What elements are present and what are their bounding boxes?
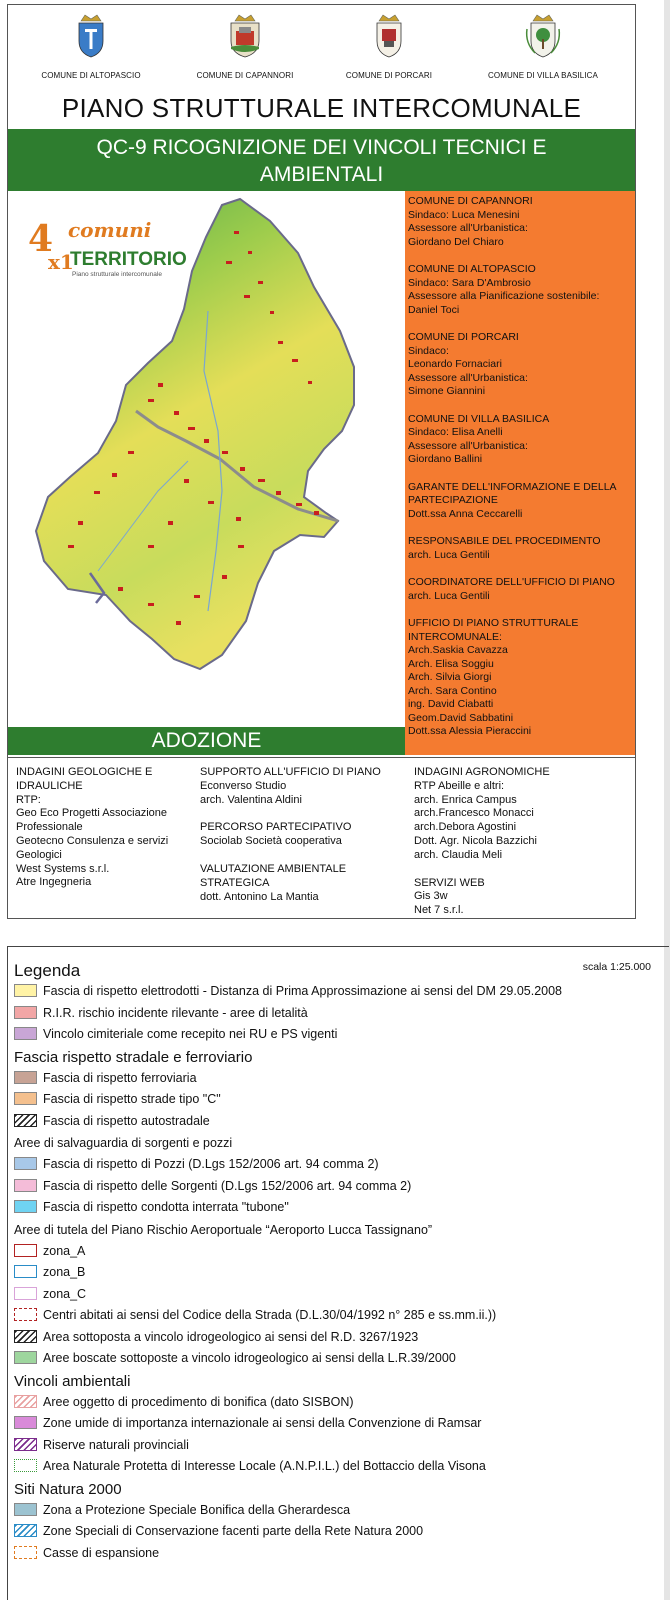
legend-item bbox=[14, 1458, 486, 1476]
credit-line: PERCORSO PARTECIPATIVO bbox=[200, 821, 352, 834]
credits-col-support bbox=[200, 766, 415, 904]
legend-item bbox=[14, 1113, 210, 1131]
title-block bbox=[7, 4, 636, 919]
legend-item bbox=[14, 1091, 221, 1109]
legend-label: Area sottoposta a vincolo idrogeologico ai sensi del R.D. 3267/1923 bbox=[43, 1329, 419, 1344]
official-line: Giordano Ballini bbox=[408, 453, 483, 465]
official-line: PARTECIPAZIONE bbox=[408, 494, 498, 506]
credit-line: arch. Valentina Aldini bbox=[200, 793, 302, 806]
credits-block bbox=[8, 757, 635, 917]
logo-times: x1 bbox=[48, 250, 74, 274]
legend-swatch bbox=[14, 1092, 37, 1105]
official-line: INTERCOMUNALE: bbox=[408, 630, 502, 643]
comune-name: COMUNE DI CAPANNORI bbox=[196, 71, 294, 80]
legend-label: Centri abitati ai sensi del Codice della Strada (D.L.30/04/1992 n° 285 e ss.mm.ii.)) bbox=[43, 1308, 497, 1322]
legend-section-header: Fascia rispetto stradale e ferroviario bbox=[14, 1048, 253, 1066]
official-line: Sindaco: Elisa Anelli bbox=[408, 426, 503, 438]
officials-panel bbox=[405, 191, 635, 755]
subtitle-band bbox=[8, 129, 635, 191]
logo-number: 4 bbox=[28, 218, 54, 260]
legend-label: Fascia di rispetto di Pozzi (D.Lgs 152/2006 art. 94 comma 2) bbox=[43, 1157, 379, 1171]
comune-porcari bbox=[314, 9, 464, 80]
comune-name: COMUNE DI ALTOPASCIO bbox=[41, 71, 141, 80]
credit-line: arch. Claudia Meli bbox=[414, 848, 503, 861]
4x1-territorio-logo bbox=[26, 211, 186, 291]
credit-line: STRATEGICA bbox=[200, 876, 270, 889]
official-line: Arch. Silvia Giorgi bbox=[408, 671, 492, 683]
official-line: COMUNE DI PORCARI bbox=[408, 331, 519, 343]
official-block bbox=[408, 576, 635, 603]
legend-item bbox=[14, 1523, 423, 1541]
legend-item bbox=[14, 1502, 350, 1520]
legend-item bbox=[14, 1286, 86, 1304]
adozione-label: ADOZIONE bbox=[8, 727, 405, 755]
legend-swatch bbox=[14, 1027, 37, 1040]
official-line: Assessore all'Urbanistica: bbox=[408, 371, 528, 384]
territory-map bbox=[8, 191, 405, 732]
legend-swatch bbox=[14, 1459, 37, 1472]
comune-altopascio bbox=[16, 9, 166, 80]
official-line: ing. David Ciabatti bbox=[408, 698, 494, 710]
official-block bbox=[408, 617, 635, 739]
official-block bbox=[408, 413, 635, 467]
official-block bbox=[408, 481, 635, 522]
scale-label: scala 1:25.000 bbox=[582, 961, 651, 973]
subtitle-line: QC-9 RICOGNIZIONE DEI VINCOLI TECNICI E bbox=[96, 136, 547, 159]
legend-item bbox=[14, 1005, 308, 1023]
official-line: Leonardo Fornaciari bbox=[408, 358, 502, 370]
credit-line: RTP: bbox=[16, 793, 41, 806]
legend-label: Fascia di rispetto delle Sorgenti (D.Lgs 152/2006 art. 94 comma 2) bbox=[43, 1178, 412, 1193]
official-line: Giordano Del Chiaro bbox=[408, 235, 504, 248]
official-line: GARANTE DELL'INFORMAZIONE E DELLA bbox=[408, 480, 617, 493]
official-line: Sindaco: Luca Menesini bbox=[408, 208, 520, 221]
legend-swatch bbox=[14, 1351, 37, 1364]
credit-line: INDAGINI GEOLOGICHE E bbox=[16, 766, 153, 778]
comuni-header bbox=[8, 5, 635, 87]
capannori-crest-icon bbox=[225, 9, 265, 59]
official-line: Sindaco: Sara D'Ambrosio bbox=[408, 276, 531, 289]
credit-line: Dott. Agr. Nicola Bazzichi bbox=[414, 834, 537, 847]
legend-label: Zona a Protezione Speciale Bonifica della Gherardesca bbox=[43, 1502, 351, 1517]
legend-swatch bbox=[14, 1006, 37, 1019]
porcari-crest-icon bbox=[369, 9, 409, 59]
legend-label: Casse di espansione bbox=[43, 1545, 160, 1560]
logo-caption: Piano strutturale intercomunale bbox=[72, 271, 162, 278]
legend-label: Area Naturale Protetta di Interesse Locale (A.N.P.I.L.) del Bottaccio della Visona bbox=[43, 1459, 486, 1473]
official-line: Arch.Saskia Cavazza bbox=[408, 644, 508, 656]
credit-line: Atre Ingegneria bbox=[16, 876, 92, 889]
legend-item bbox=[14, 1437, 189, 1455]
altopascio-crest-icon bbox=[71, 9, 111, 59]
official-block bbox=[408, 263, 635, 317]
comune-name: COMUNE DI PORCARI bbox=[345, 71, 433, 80]
credit-line: arch. Enrica Campus bbox=[414, 793, 517, 806]
credit-line: Sociolab Società cooperativa bbox=[200, 835, 342, 848]
legend-label: Fascia di rispetto condotta interrata "tubone" bbox=[43, 1200, 289, 1214]
legend-item bbox=[14, 983, 562, 1001]
legend-item bbox=[14, 1415, 481, 1433]
legend-swatch bbox=[14, 1308, 37, 1321]
credit-line: SERVIZI WEB bbox=[414, 876, 485, 889]
legend-label: Aree boscate sottoposte a vincolo idrogeologico ai sensi della L.R.39/2000 bbox=[43, 1351, 456, 1365]
official-line: COMUNE DI CAPANNORI bbox=[408, 195, 533, 207]
official-line: Arch. Sara Contino bbox=[408, 684, 497, 697]
legend-swatch bbox=[14, 1438, 37, 1451]
comune-name: COMUNE DI VILLA BASILICA bbox=[488, 71, 598, 80]
official-line: Sindaco: bbox=[408, 344, 449, 357]
legend-item bbox=[14, 1178, 411, 1196]
official-line: Dott.ssa Alessia Pieraccini bbox=[408, 725, 532, 737]
official-line: Simone Giannini bbox=[408, 385, 486, 397]
logo-word2: TERRITORIO bbox=[70, 249, 186, 270]
legend-swatch bbox=[14, 1524, 37, 1537]
official-line: COMUNE DI ALTOPASCIO bbox=[408, 263, 536, 275]
credits-col-geology bbox=[16, 766, 201, 890]
legend-item bbox=[14, 1026, 337, 1044]
legend-label: Zone Speciali di Conservazione facenti parte della Rete Natura 2000 bbox=[43, 1524, 424, 1538]
credit-line: IDRAULICHE bbox=[16, 779, 83, 792]
legend-swatch bbox=[14, 1114, 37, 1127]
legend-section-header: Siti Natura 2000 bbox=[14, 1480, 122, 1498]
credit-line: arch.Francesco Monacci bbox=[414, 807, 534, 820]
legend-swatch bbox=[14, 1287, 37, 1300]
credit-line: VALUTAZIONE AMBIENTALE bbox=[200, 862, 347, 875]
credit-line: West Systems s.r.l. bbox=[16, 862, 110, 875]
legend-item bbox=[14, 1264, 85, 1282]
legend-panel bbox=[7, 946, 669, 1600]
credit-line: dott. Antonino La Mantia bbox=[200, 890, 319, 903]
legend-title: Legenda bbox=[14, 961, 81, 980]
legend-swatch bbox=[14, 1416, 37, 1429]
logo-graphic bbox=[26, 211, 186, 291]
legend-item bbox=[14, 1199, 289, 1217]
official-line: arch. Luca Gentili bbox=[408, 589, 490, 602]
legend-swatch bbox=[14, 1179, 37, 1192]
legend-swatch bbox=[14, 1330, 37, 1343]
credit-line: Net 7 s.r.l. bbox=[414, 904, 464, 917]
official-line: COMUNE DI VILLA BASILICA bbox=[408, 412, 550, 425]
subtitle-line: AMBIENTALI bbox=[259, 163, 384, 186]
comune-capannori bbox=[170, 9, 320, 80]
credit-line: Gis 3w bbox=[414, 890, 448, 903]
page-title: PIANO STRUTTURALE INTERCOMUNALE bbox=[61, 93, 582, 123]
legend-item bbox=[14, 1156, 379, 1174]
credit-line: Geotecno Consulenza e servizi bbox=[16, 834, 169, 847]
credit-line: Geologici bbox=[16, 848, 62, 861]
official-block bbox=[408, 331, 635, 399]
official-line: RESPONSABILE DEL PROCEDIMENTO bbox=[408, 535, 601, 547]
official-line: Geom.David Sabbatini bbox=[408, 711, 514, 724]
legend-label: Fascia di rispetto ferroviaria bbox=[43, 1070, 197, 1085]
legend-item bbox=[14, 1329, 418, 1347]
legend-label: zona_A bbox=[43, 1243, 86, 1258]
villa-basilica-crest-icon bbox=[523, 9, 563, 59]
official-line: UFFICIO DI PIANO STRUTTURALE bbox=[408, 617, 579, 629]
legend-label: Fascia di rispetto autostradale bbox=[43, 1113, 210, 1128]
legend-item bbox=[14, 1243, 85, 1261]
legend-swatch bbox=[14, 1071, 37, 1084]
legend-swatch bbox=[14, 1503, 37, 1516]
legend-swatch bbox=[14, 1546, 37, 1559]
legend-swatch bbox=[14, 1157, 37, 1170]
legend-label: R.I.R. rischio incidente rilevante - aree di letalità bbox=[43, 1005, 308, 1020]
legend-label: Vincolo cimiteriale come recepito nei RU e PS vigenti bbox=[43, 1027, 338, 1041]
official-line: Daniel Toci bbox=[408, 303, 460, 316]
legend-label: zona_C bbox=[43, 1286, 87, 1301]
legend-item bbox=[14, 1070, 197, 1088]
credit-line: INDAGINI AGRONOMICHE bbox=[414, 766, 550, 778]
official-line: Dott.ssa Anna Ceccarelli bbox=[408, 507, 523, 520]
legend-label: zona_B bbox=[43, 1265, 86, 1279]
official-line: Arch. Elisa Soggiu bbox=[408, 657, 494, 670]
credit-line: Econverso Studio bbox=[200, 779, 287, 792]
credit-line: RTP Abeille e altri: bbox=[414, 779, 505, 792]
legend-label: Aree oggetto di procedimento di bonifica (dato SISBON) bbox=[43, 1394, 354, 1409]
legend-swatch bbox=[14, 984, 37, 997]
legend-swatch bbox=[14, 1395, 37, 1408]
legend-label: Riserve naturali provinciali bbox=[43, 1437, 189, 1452]
legend-label: Zone umide di importanza internazionale ai sensi della Convenzione di Ramsar bbox=[43, 1416, 482, 1430]
official-line: Assessore all'Urbanistica: bbox=[408, 222, 528, 234]
legend-subsection-header: Aree di salvaguardia di sorgenti e pozzi bbox=[14, 1136, 233, 1150]
credit-line: Geo Eco Progetti Associazione bbox=[16, 807, 168, 820]
legend-label: Fascia di rispetto strade tipo "C" bbox=[43, 1092, 221, 1106]
legend-section-header: Vincoli ambientali bbox=[14, 1372, 131, 1390]
official-block bbox=[408, 535, 635, 562]
comune-villa-basilica bbox=[468, 9, 618, 80]
official-line: arch. Luca Gentili bbox=[408, 548, 490, 561]
official-line: COORDINATORE DELL'UFFICIO DI PIANO bbox=[408, 576, 615, 588]
legend-swatch bbox=[14, 1244, 37, 1257]
credit-line: arch.Debora Agostini bbox=[414, 821, 517, 834]
credit-line: Professionale bbox=[16, 821, 83, 834]
logo-word1: comuni bbox=[68, 218, 152, 242]
legend-swatch bbox=[14, 1265, 37, 1278]
official-line: Assessore all'Urbanistica: bbox=[408, 439, 528, 452]
official-line: Assessore alla Pianificazione sostenibile: bbox=[408, 290, 600, 302]
legend-item bbox=[14, 1545, 159, 1563]
credits-col-agronomy bbox=[414, 766, 629, 918]
legend-item bbox=[14, 1394, 354, 1412]
credit-line: SUPPORTO ALL'UFFICIO DI PIANO bbox=[200, 766, 381, 778]
legend-item bbox=[14, 1350, 456, 1368]
legend-swatch bbox=[14, 1200, 37, 1213]
official-block bbox=[408, 195, 635, 249]
legend-subsection-header: Aree di tutela del Piano Rischio Aeroportuale “Aeroporto Lucca Tassignano” bbox=[14, 1222, 433, 1237]
legend-label: Fascia di rispetto elettrodotti - Distanza di Prima Approssimazione ai sensi del DM 29.05.2008 bbox=[43, 984, 563, 998]
legend-item bbox=[14, 1307, 496, 1325]
